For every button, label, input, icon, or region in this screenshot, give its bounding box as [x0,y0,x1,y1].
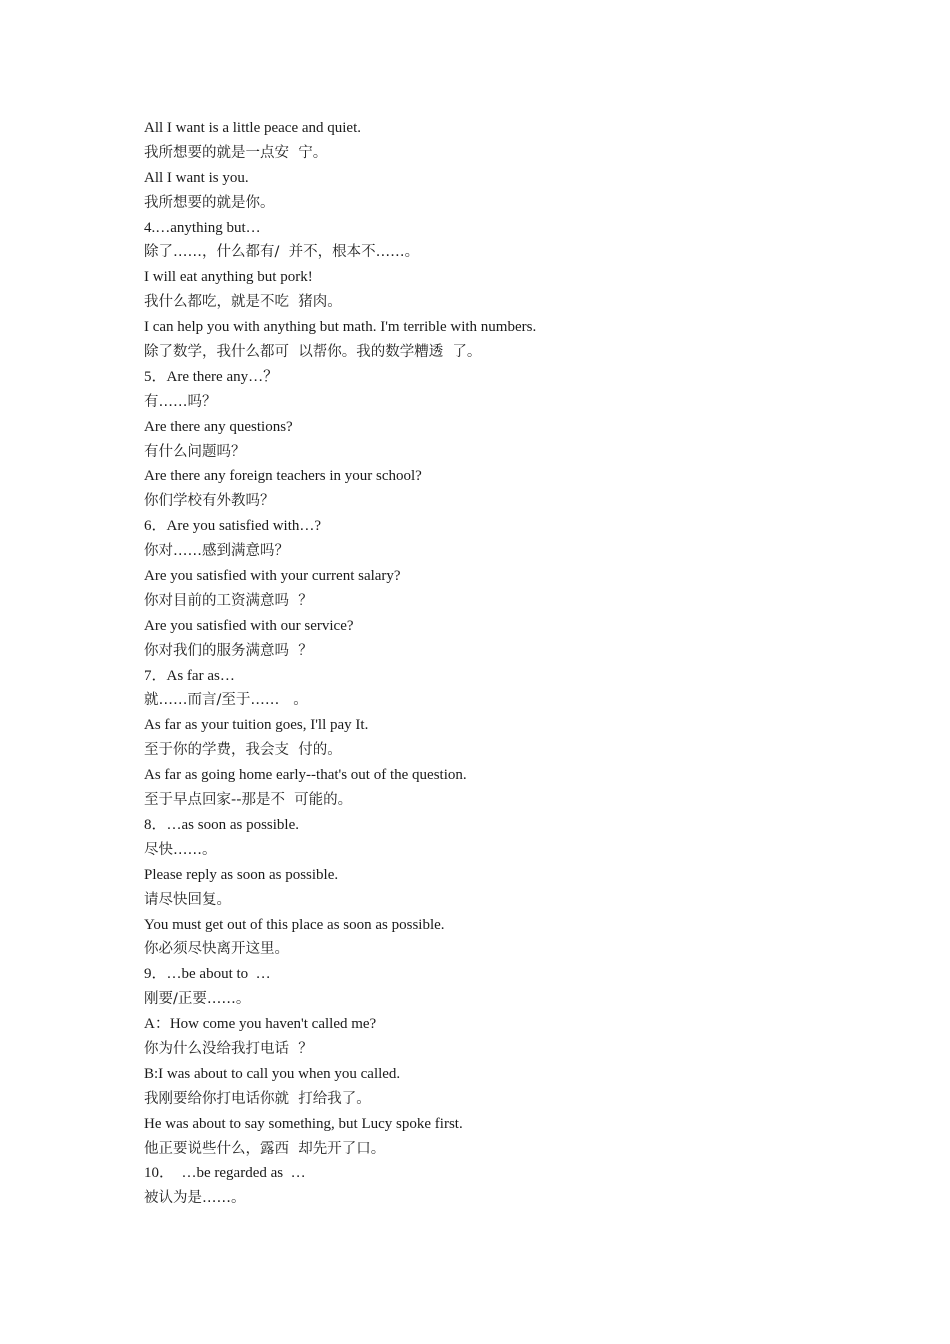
english-text-line: 8．…as soon as possible. [144,816,299,833]
chinese-translation-line: 被认为是……。 [144,1190,246,1207]
english-text-line: A：How come you haven't called me? [144,1016,377,1033]
chinese-translation-line: 你必须尽快离开这里。 [144,941,289,958]
english-text-line: 5．Are there any…？ [144,368,279,385]
chinese-translation-line: 我刚要给你打电话你就 打给我了。 [144,1090,371,1107]
english-text-line: All I want is you. [144,169,249,186]
chinese-translation-line: 你对我们的服务满意吗 ？ [144,642,313,659]
chinese-translation-line: 至于早点回家--那是不 可能的。 [144,792,353,809]
chinese-translation-line: 我所想要的就是你。 [144,194,275,211]
english-text-line: 6．Are you satisfied with…? [144,518,322,535]
chinese-translation-line: 你对目前的工资满意吗 ？ [144,592,313,609]
english-text-line: All I want is a little peace and quiet. [144,120,362,136]
english-text-line: B:I was about to call you when you called. [144,1065,401,1082]
english-text-line: Please reply as soon as possible. [144,866,339,883]
chinese-translation-line: 我所想要的就是一点安 宁。 [144,144,328,161]
chinese-translation-line: 有什么问题吗？ [144,443,246,460]
english-text-line: As far as your tuition goes, I'll pay It. [144,717,369,734]
chinese-translation-line: 你为什么没给我打电话 ？ [144,1040,313,1057]
chinese-translation-line: 我什么都吃，就是不吃 猪肉。 [144,294,342,311]
document-body [144,116,904,1211]
chinese-translation-line: 除了数学，我什么都可 以帮你。我的数学糟透 了。 [144,344,482,361]
chinese-translation-line: 你对……感到满意吗？ [144,543,289,560]
chinese-translation-line: 刚要/正要……。 [144,991,251,1008]
english-text-line: As far as going home early--that's out of the question. [144,767,467,784]
chinese-translation-line: 他正要说些什么，露西 却先开了口。 [144,1140,386,1157]
english-text-line: 7．As far as… [144,667,235,684]
english-text-line: I will eat anything but pork! [144,269,313,286]
english-text-line: You must get out of this place as soon as possible. [144,916,445,933]
english-text-line: Are there any questions? [144,418,293,435]
english-text-line: 4.…anything but… [144,219,261,236]
english-text-line: 10． …be regarded as … [144,1165,306,1182]
chinese-translation-line: 就……而言/至于…… 。 [144,692,308,709]
english-text-line: 9．…be about to … [144,966,271,983]
chinese-translation-line: 至于你的学费，我会支 付的。 [144,742,342,759]
chinese-translation-line: 你们学校有外教吗？ [144,493,275,510]
chinese-translation-line: 尽快……。 [144,841,217,858]
english-text-line: I can help you with anything but math. I'm terrible with numbers. [144,319,537,336]
english-text-line: Are you satisfied with our service? [144,617,354,634]
english-text-line: He was about to say something, but Lucy spoke first. [144,1115,463,1132]
english-text-line: Are you satisfied with your current salary? [144,568,401,585]
chinese-translation-line: 请尽快回复。 [144,891,231,908]
chinese-translation-line: 有……吗？ [144,393,217,410]
chinese-translation-line: 除了……，什么都有/ 并不，根本不……。 [144,244,420,261]
english-text-line: Are there any foreign teachers in your school? [144,468,422,485]
